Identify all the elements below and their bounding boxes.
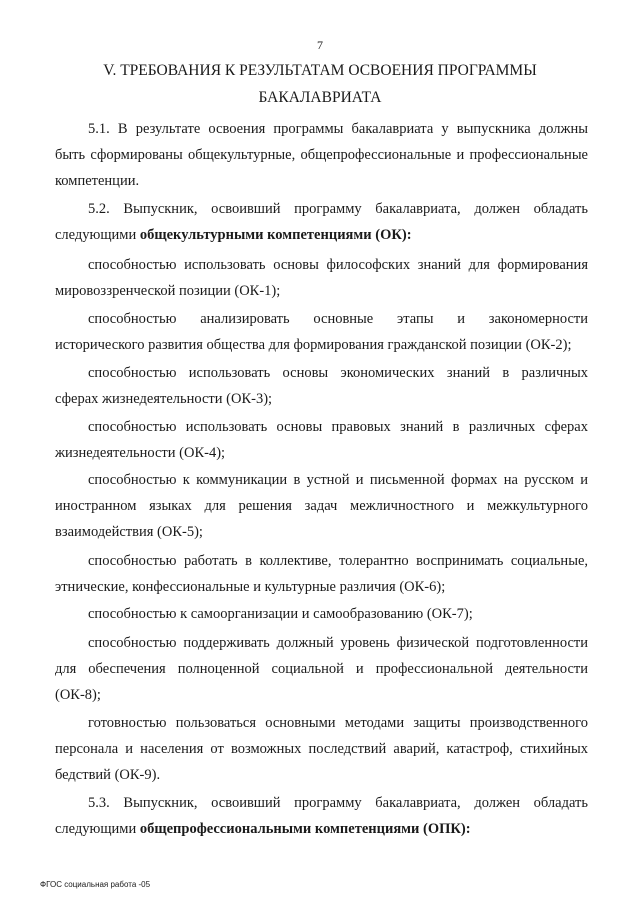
paragraph-5-2-line-2: [0, 226, 640, 244]
paragraph-5-1-line-3: компетенции.: [55, 173, 140, 189]
ok9-line-1: готовностью пользоваться основными методами защиты производственного: [88, 715, 588, 731]
ok3-line-2: сферах жизнедеятельности (ОК-3);: [55, 391, 273, 407]
ok8-line-2: для обеспечения полноценной социальной и профессиональной деятельности: [55, 661, 588, 677]
section-title-line-1: V. ТРЕБОВАНИЯ К РЕЗУЛЬТАТАМ ОСВОЕНИЯ ПРОГРАММЫ: [103, 62, 537, 79]
ok6-line-1: способностью работать в коллективе, толерантно воспринимать социальные,: [88, 553, 588, 569]
section-title-line-2: БАКАЛАВРИАТА: [258, 89, 382, 106]
ok3-line-1: способностью использовать основы экономических знаний в различных: [88, 365, 588, 381]
ok5-line-1: способностью к коммуникации в устной и письменной формах на русском и: [88, 472, 588, 488]
paragraph-5-3-line-2: [0, 820, 640, 838]
ok2-line-1: способностью анализировать основные этапы и закономерности: [88, 311, 588, 327]
ok8-line-1: способностью поддерживать должный уровень физической подготовленности: [88, 635, 588, 651]
opk-heading: общепрофессиональными компетенциями (ОПК):: [139, 821, 471, 837]
paragraph-5-1-line-1: 5.1. В результате освоения программы бакалавриата у выпускника должны: [88, 121, 588, 137]
ok9-line-3: бедствий (ОК-9).: [55, 767, 161, 783]
ok9-line-2: персонала и населения от возможных последствий аварий, катастроф, стихийных: [55, 741, 588, 757]
paragraph-5-3-line-1: 5.3. Выпускник, освоивший программу бакалавриата, должен обладать: [88, 795, 588, 811]
paragraph-5-3-prefix: следующими: [55, 821, 140, 837]
ok5-line-3: взаимодействия (ОК-5);: [55, 524, 203, 540]
ok1-line-2: мировоззренческой позиции (ОК-1);: [55, 283, 281, 299]
ok-heading: общекультурными компетенциями (ОК):: [139, 227, 412, 243]
page-number: 7: [317, 38, 323, 52]
ok4-line-2: жизнедеятельности (ОК-4);: [55, 445, 226, 461]
ok7-line-1: способностью к самоорганизации и самообразованию (ОК-7);: [88, 606, 473, 622]
ok6-line-2: этнические, конфессиональные и культурные различия (ОК-6);: [55, 579, 446, 595]
ok8-line-3: (ОК-8);: [55, 687, 101, 703]
page-footer: ФГОС социальная работа -05: [40, 880, 151, 889]
ok2-line-2: исторического развития общества для формирования гражданской позиции (ОК-2);: [55, 337, 572, 353]
paragraph-5-2-prefix: следующими: [55, 227, 140, 243]
ok1-line-1: способностью использовать основы философских знаний для формирования: [88, 257, 588, 273]
paragraph-5-1-line-2: быть сформированы общекультурные, общепрофессиональные и профессиональные: [55, 147, 588, 163]
ok4-line-1: способностью использовать основы правовых знаний в различных сферах: [88, 419, 588, 435]
ok5-line-2: иностранном языках для решения задач межличностного и межкультурного: [55, 498, 588, 514]
paragraph-5-2-line-1: 5.2. Выпускник, освоивший программу бакалавриата, должен обладать: [88, 201, 588, 217]
